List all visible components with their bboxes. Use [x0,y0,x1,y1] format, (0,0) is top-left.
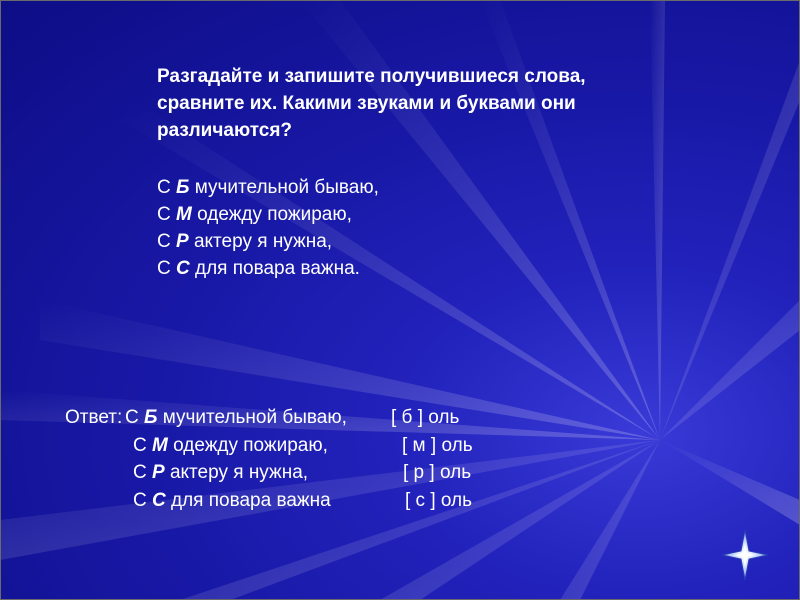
riddle-prefix: С [157,177,176,198]
answer-prefix: Ответ: [65,407,123,428]
answer-rest: одежду пожираю, [167,434,328,456]
answer-letter: Р [152,462,165,483]
riddle-letter: С [176,258,190,279]
question-text [157,63,586,144]
riddle-line [157,255,379,282]
answer-pre: С [133,489,152,511]
answer-rest: для повара важна [165,489,331,511]
answer-rest: мучительной бываю, [157,407,347,428]
answer-rest: актеру я нужна, [164,462,309,483]
riddle-letter: Р [176,231,189,252]
riddle-letter: М [176,204,192,225]
answer-transcription: [ с ] оль [405,489,473,511]
answer-word [133,432,328,460]
answer-word [125,404,347,432]
answer-word [133,459,308,487]
answer-word [133,487,331,515]
riddle-rest: одежду пожираю, [191,204,352,225]
riddle-line [157,228,379,255]
answer-transcription: [ б ] оль [391,407,460,428]
four-point-star-icon[interactable] [722,530,768,580]
question-line: Разгадайте и запишите получившиеся слова, [157,66,586,87]
riddle-letter: Б [176,177,190,198]
answer-transcription: [ м ] оль [402,434,473,456]
riddle-text [157,174,379,282]
answer-pre: С [125,407,144,428]
riddle-rest: актеру я нужна, [188,231,333,252]
riddle-rest: для повара важна. [189,258,360,279]
riddle-rest: мучительной бываю, [189,177,379,198]
answer-pre: С [133,462,152,483]
answer-letter: Б [144,407,158,428]
riddle-prefix: С [157,231,176,252]
riddle-prefix: С [157,204,176,225]
question-line: различаются? [157,120,293,141]
answer-letter: М [152,434,168,456]
answer-pre: С [133,434,152,456]
question-line: сравните их. Какими звуками и буквами они [157,93,576,114]
riddle-prefix: С [157,258,176,279]
riddle-line [157,174,379,201]
riddle-line [157,201,379,228]
answer-letter: С [152,489,166,511]
answer-transcription: [ р ] оль [403,462,472,483]
